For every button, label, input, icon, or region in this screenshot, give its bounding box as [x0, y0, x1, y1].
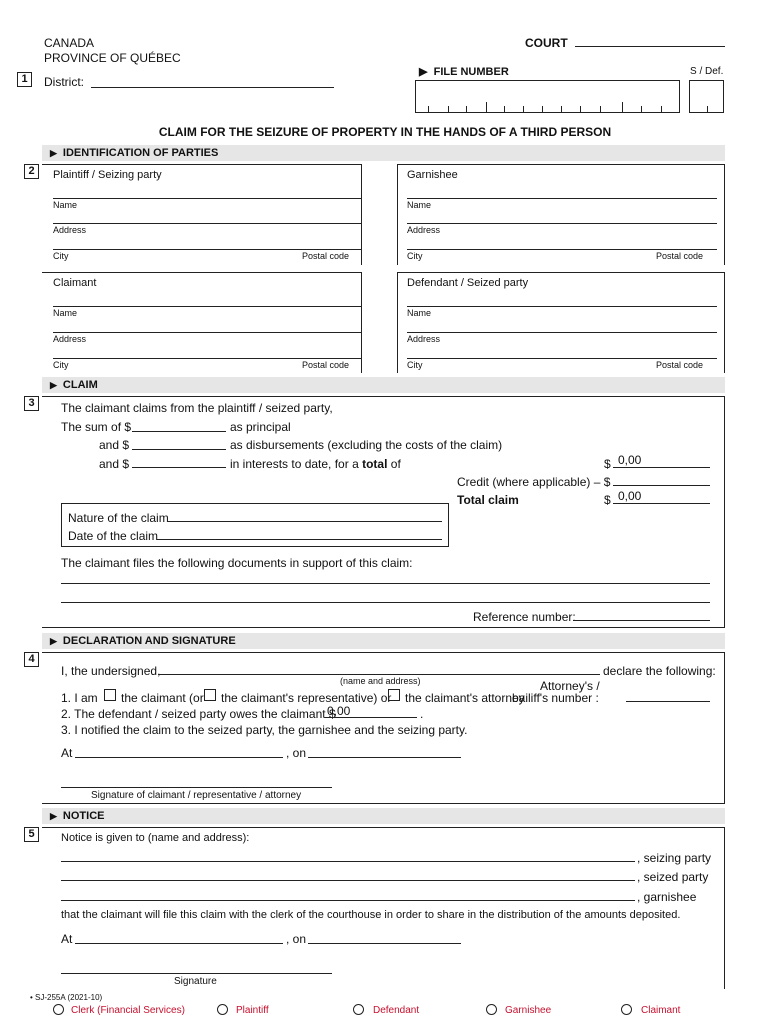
interests-field[interactable]: [132, 467, 226, 468]
declaration-signature-field[interactable]: [61, 787, 332, 788]
documents-field-2[interactable]: [61, 602, 710, 603]
copy-clerk-label: Clerk (Financial Services): [71, 1005, 185, 1016]
triangle-icon: ▶: [50, 811, 57, 821]
sum-of-label: The sum of $: [61, 420, 132, 434]
copy-claimant-label: Claimant: [641, 1005, 681, 1016]
garnishee-notice-field[interactable]: [61, 900, 635, 901]
triangle-icon: ▶: [419, 66, 428, 78]
disbursements-label: as disbursements (excluding the costs of the claim): [230, 438, 503, 452]
credit-field[interactable]: [613, 485, 710, 486]
defendant-city-label: City: [407, 360, 423, 370]
form-title: CLAIM FOR THE SEIZURE OF PROPERTY IN THE HANDS OF A THIRD PERSON: [158, 125, 612, 139]
documents-field-1[interactable]: [61, 583, 710, 584]
plaintiff-city-field[interactable]: [53, 249, 362, 250]
claimant-name-label: Name: [53, 308, 78, 318]
garnishee-city-field[interactable]: [407, 249, 717, 250]
garnishee-city-label: City: [407, 251, 423, 261]
province-label: PROVINCE OF QUÉBEC: [44, 51, 181, 65]
notice-signature-field[interactable]: [61, 973, 332, 974]
triangle-icon: ▶: [50, 636, 57, 646]
of-text: of: [390, 457, 401, 471]
item1-label: 1. I am: [61, 691, 98, 705]
total-claim-label: Total claim: [457, 493, 519, 507]
total-dollar-sign: $: [604, 457, 611, 471]
representative-option: the claimant's representative) or: [221, 691, 392, 705]
notice-on-field[interactable]: [308, 943, 461, 944]
defendant-name-field[interactable]: [407, 306, 717, 307]
claimant-postal-label: Postal code: [302, 360, 350, 370]
attorney-number-field[interactable]: [626, 701, 710, 702]
country-label: CANADA: [44, 36, 95, 50]
file-number-text: FILE NUMBER: [433, 66, 509, 78]
attorney-number-label-2: bailiff's number :: [512, 691, 599, 705]
garnishee-notice-label: , garnishee: [637, 890, 697, 904]
representative-checkbox[interactable]: [204, 689, 216, 701]
item2-amount: 0,00: [327, 704, 351, 718]
garnishee-address-field[interactable]: [407, 223, 717, 224]
section-title: IDENTIFICATION OF PARTIES: [62, 147, 219, 159]
total-field[interactable]: [613, 467, 710, 468]
file-number-label: [419, 65, 509, 78]
item2-field[interactable]: [325, 717, 417, 718]
item3-label: 3. I notified the claim to the seized party, the garnishee and the seizing party.: [61, 723, 468, 737]
attorney-checkbox[interactable]: [388, 689, 400, 701]
disbursements-field[interactable]: [132, 449, 226, 450]
copy-clerk-radio[interactable]: [53, 1004, 64, 1015]
section-number-2: 2: [24, 164, 39, 179]
and-label-2: and $: [99, 457, 130, 471]
plaintiff-name-label: Name: [53, 200, 78, 210]
declare-label: declare the following:: [603, 664, 716, 678]
claimant-address-label: Address: [53, 334, 87, 344]
section-header-declaration: [42, 633, 725, 649]
section-number-3: 3: [24, 396, 39, 411]
seizing-party-field[interactable]: [61, 861, 635, 862]
notice-signature-label: Signature: [174, 976, 217, 987]
claimant-checkbox[interactable]: [104, 689, 116, 701]
defendant-address-field[interactable]: [407, 332, 717, 333]
district-field[interactable]: [91, 87, 334, 88]
claimant-city-field[interactable]: [53, 358, 362, 359]
plaintiff-name-field[interactable]: [53, 198, 362, 199]
defendant-name-label: Name: [407, 308, 432, 318]
seizing-party-label: , seizing party: [637, 851, 712, 865]
nature-field[interactable]: [167, 521, 442, 522]
reference-label: Reference number:: [473, 610, 576, 624]
as-principal-label: as principal: [230, 420, 291, 434]
triangle-icon: ▶: [50, 148, 57, 158]
section-number-4: 4: [24, 652, 39, 667]
claimant-address-field[interactable]: [53, 332, 362, 333]
section-title: CLAIM: [62, 379, 98, 391]
garnishee-postal-label: Postal code: [656, 251, 704, 261]
garnishee-name-label: Name: [407, 200, 432, 210]
section-number-5: 5: [24, 827, 39, 842]
section-header-notice: [42, 808, 725, 824]
copy-garnishee-radio[interactable]: [486, 1004, 497, 1015]
principal-field[interactable]: [132, 431, 226, 432]
defendant-label: Defendant / Seized party: [407, 277, 529, 289]
copy-plaintiff-label: Plaintiff: [236, 1005, 269, 1016]
claimant-city-label: City: [53, 360, 69, 370]
copy-plaintiff-radio[interactable]: [217, 1004, 228, 1015]
plaintiff-postal-label: Postal code: [302, 251, 350, 261]
item2-label: 2. The defendant / seized party owes the claimant $: [61, 707, 336, 721]
section-header-claim: [42, 377, 725, 393]
claimant-label: Claimant: [53, 277, 97, 289]
copy-defendant-radio[interactable]: [353, 1004, 364, 1015]
claimant-name-field[interactable]: [53, 306, 362, 307]
defendant-postal-label: Postal code: [656, 360, 704, 370]
file-number-field[interactable]: [415, 80, 680, 113]
section-title: DECLARATION AND SIGNATURE: [62, 635, 236, 647]
declaration-signature-label: Signature of claimant / representative / attorney: [91, 790, 302, 801]
documents-label: The claimant files the following documents in support of this claim:: [61, 556, 413, 570]
plaintiff-address-field[interactable]: [53, 223, 362, 224]
nature-label: Nature of the claim: [68, 511, 169, 525]
total-claim-dollar: $: [604, 493, 611, 507]
date-label: Date of the claim: [68, 529, 159, 543]
total-claim-amount: 0,00: [618, 489, 642, 503]
defendant-address-label: Address: [407, 334, 441, 344]
on-label: , on: [286, 746, 307, 760]
interests-text: in interests to date, for a: [230, 457, 359, 471]
section-header-parties: [42, 145, 725, 161]
total-amount: 0,00: [618, 453, 642, 467]
court-label: COURT: [525, 36, 568, 50]
triangle-icon: ▶: [50, 380, 57, 390]
garnishee-label: Garnishee: [407, 169, 458, 181]
copy-defendant-label: Defendant: [373, 1005, 420, 1016]
copy-garnishee-label: Garnishee: [505, 1005, 552, 1016]
notice-box: [42, 827, 725, 989]
seized-party-field[interactable]: [61, 880, 635, 881]
sdef-label: S / Def.: [690, 66, 724, 77]
and-label-1: and $: [99, 438, 130, 452]
section-number-1: 1: [17, 72, 32, 87]
attorney-number-label-1: Attorney's /: [540, 679, 600, 693]
claimant-option: the claimant (or: [121, 691, 204, 705]
item2-period: .: [420, 707, 424, 721]
court-field[interactable]: [575, 46, 725, 47]
at-label: At: [61, 746, 73, 760]
copy-claimant-radio[interactable]: [621, 1004, 632, 1015]
notice-at-field[interactable]: [75, 943, 283, 944]
plaintiff-label: Plaintiff / Seizing party: [53, 169, 162, 181]
plaintiff-city-label: City: [53, 251, 69, 261]
attorney-option: the claimant's attorney: [405, 691, 525, 705]
plaintiff-address-label: Address: [53, 225, 87, 235]
notice-text: that the claimant will file this claim with the clerk of the courthouse in order to share in the distribution of the amounts deposited.: [61, 909, 681, 921]
sdef-field[interactable]: [689, 80, 724, 113]
credit-label: Credit (where applicable) – $: [457, 475, 611, 489]
total-claim-field[interactable]: [613, 503, 710, 504]
at-field[interactable]: [75, 757, 283, 758]
name-address-caption: (name and address): [340, 676, 421, 686]
section-title: NOTICE: [62, 810, 105, 822]
undersigned-field[interactable]: [158, 674, 600, 675]
reference-field[interactable]: [573, 620, 710, 621]
total-word: total: [362, 457, 388, 471]
form-code: • SJ-255A (2021-10): [30, 993, 103, 1002]
seized-party-label: , seized party: [637, 870, 709, 884]
date-field[interactable]: [157, 539, 442, 540]
on-field[interactable]: [308, 757, 461, 758]
garnishee-name-field[interactable]: [407, 198, 717, 199]
notice-given-label: Notice is given to (name and address):: [61, 832, 250, 844]
undersigned-label: I, the undersigned,: [61, 664, 161, 678]
claim-intro: The claimant claims from the plaintiff / seized party,: [61, 401, 333, 415]
interests-label: [230, 457, 401, 471]
notice-on-label: , on: [286, 932, 307, 946]
garnishee-address-label: Address: [407, 225, 441, 235]
defendant-city-field[interactable]: [407, 358, 717, 359]
district-label: District:: [44, 75, 84, 89]
notice-at-label: At: [61, 932, 73, 946]
